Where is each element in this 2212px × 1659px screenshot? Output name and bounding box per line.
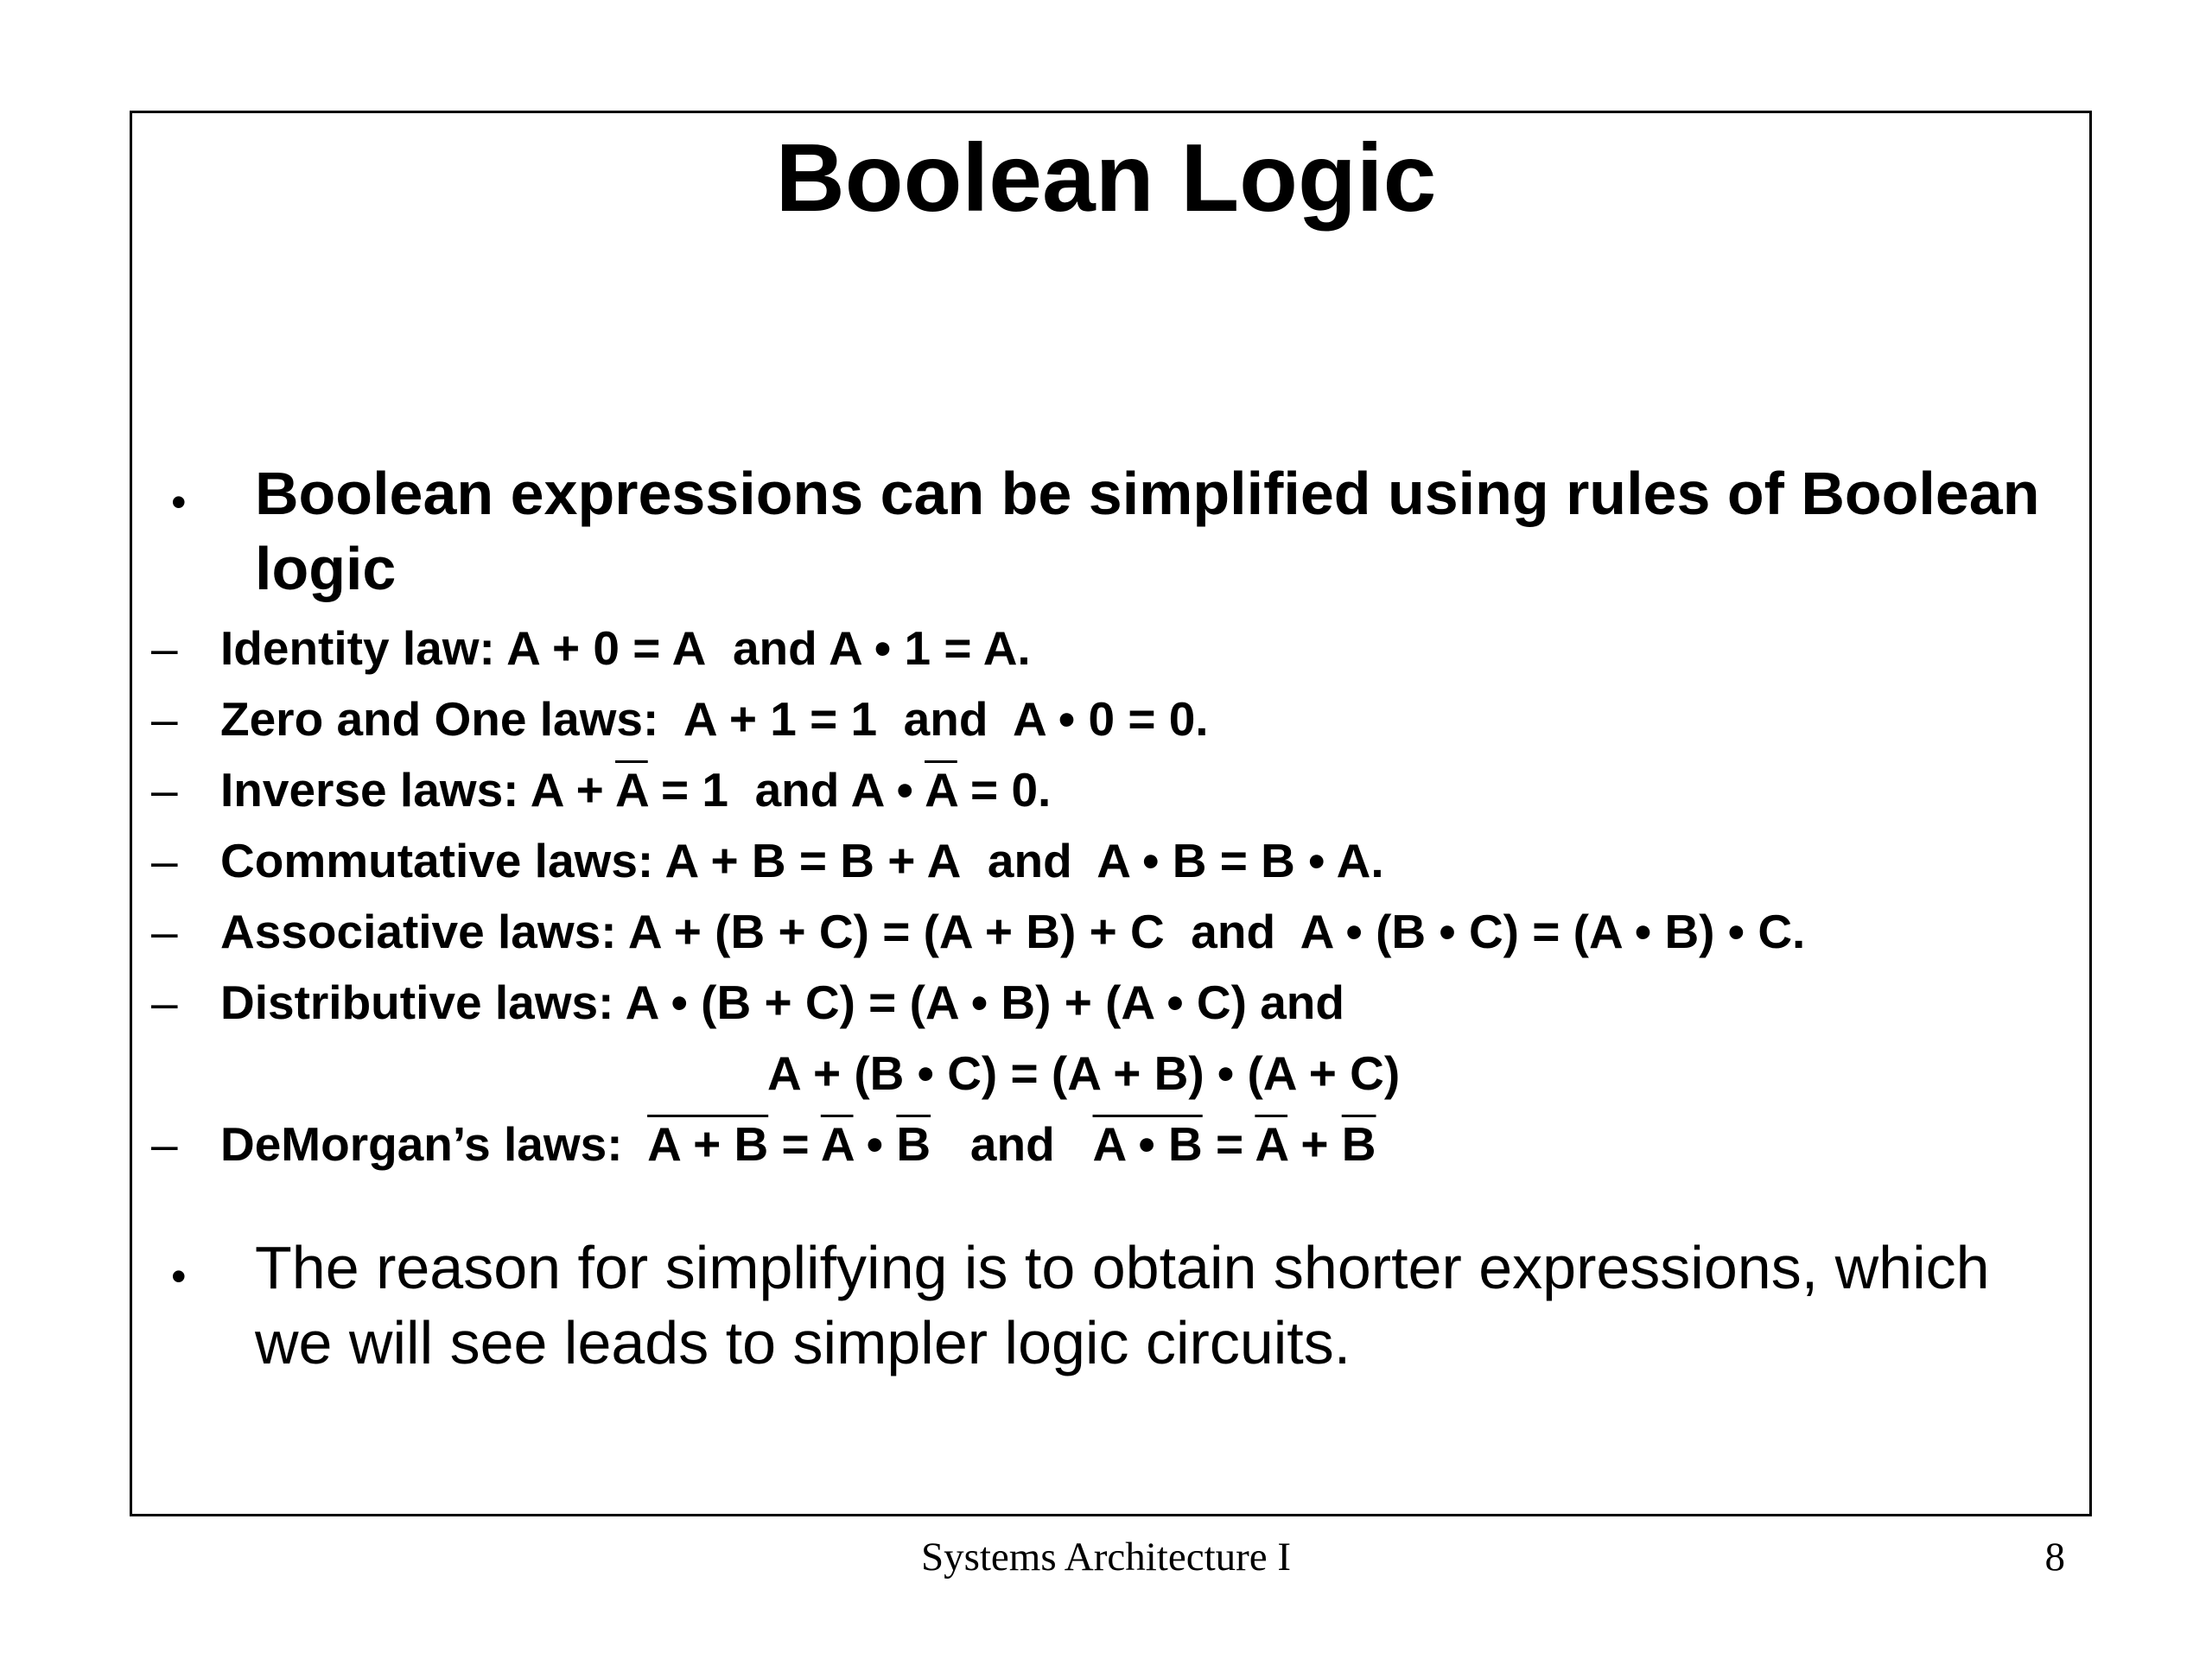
distributive-laws: Distributive laws: A • (B + C) = (A • B) + (A • C) and <box>220 976 1344 1029</box>
inverse-laws: Inverse laws: $A + \overline{A} = 1$ and A • $\overline{A} = 0$. <box>220 763 1052 817</box>
negated-b: $\overline{B}$ <box>896 1117 931 1171</box>
negated-b: $\overline{B}$ <box>1341 1117 1376 1171</box>
dash-marker: – <box>151 763 178 817</box>
dash-marker: – <box>151 692 178 746</box>
dash-marker: – <box>151 1117 178 1171</box>
negated-a-dot-b: A • B <box>1092 1117 1203 1171</box>
bullet-marker: • <box>171 1252 187 1300</box>
dash-marker: – <box>151 834 178 887</box>
negated-a: $\overline{A}$ <box>925 763 957 817</box>
dash-marker: – <box>151 621 178 675</box>
demorgan-laws: DeMorgan’s laws: $A + B = \overline{A}$ • $\overline{B}$ and A • $B = \overline{A} + \overline{B}$ <box>220 1117 1376 1171</box>
dash-marker: – <box>151 905 178 958</box>
bullet-marker: • <box>171 478 187 526</box>
page-number: 8 <box>2044 1535 2065 1580</box>
bullet-2-text: The reason for simplifying is to obtain shorter expressions, which we will see leads to simpler logic circuits. <box>255 1234 1990 1376</box>
negated-a: $\overline{A}$ <box>615 763 648 817</box>
commutative-laws: Commutative laws: A + B = B + A and A • B = B • A. <box>220 834 1384 887</box>
negated-a: $\overline{A}$ <box>1255 1117 1288 1171</box>
footer-text: Systems Architecture I <box>920 1535 1292 1580</box>
slide-title: Boolean Logic <box>775 124 1437 232</box>
dash-marker: – <box>151 976 178 1029</box>
bullet-1-text: Boolean expressions can be simplified using rules of Boolean logic <box>255 460 2040 602</box>
negated-a-plus-b: A + B <box>647 1117 769 1171</box>
zero-one-laws: Zero and One laws: A + 1 = 1 and A • 0 = 0. <box>220 692 1209 746</box>
identity-law: Identity law: A + 0 = A and A • 1 = A. <box>220 621 1031 675</box>
distributive-second-identity: A + (B • C) = (A + B) • (A + C) <box>767 1046 1401 1100</box>
negated-a: $\overline{A}$ <box>820 1117 854 1171</box>
associative-laws: Associative laws: A + (B + C) = (A + B) + C and A • (B • C) = (A • B) • C. <box>220 905 1806 958</box>
